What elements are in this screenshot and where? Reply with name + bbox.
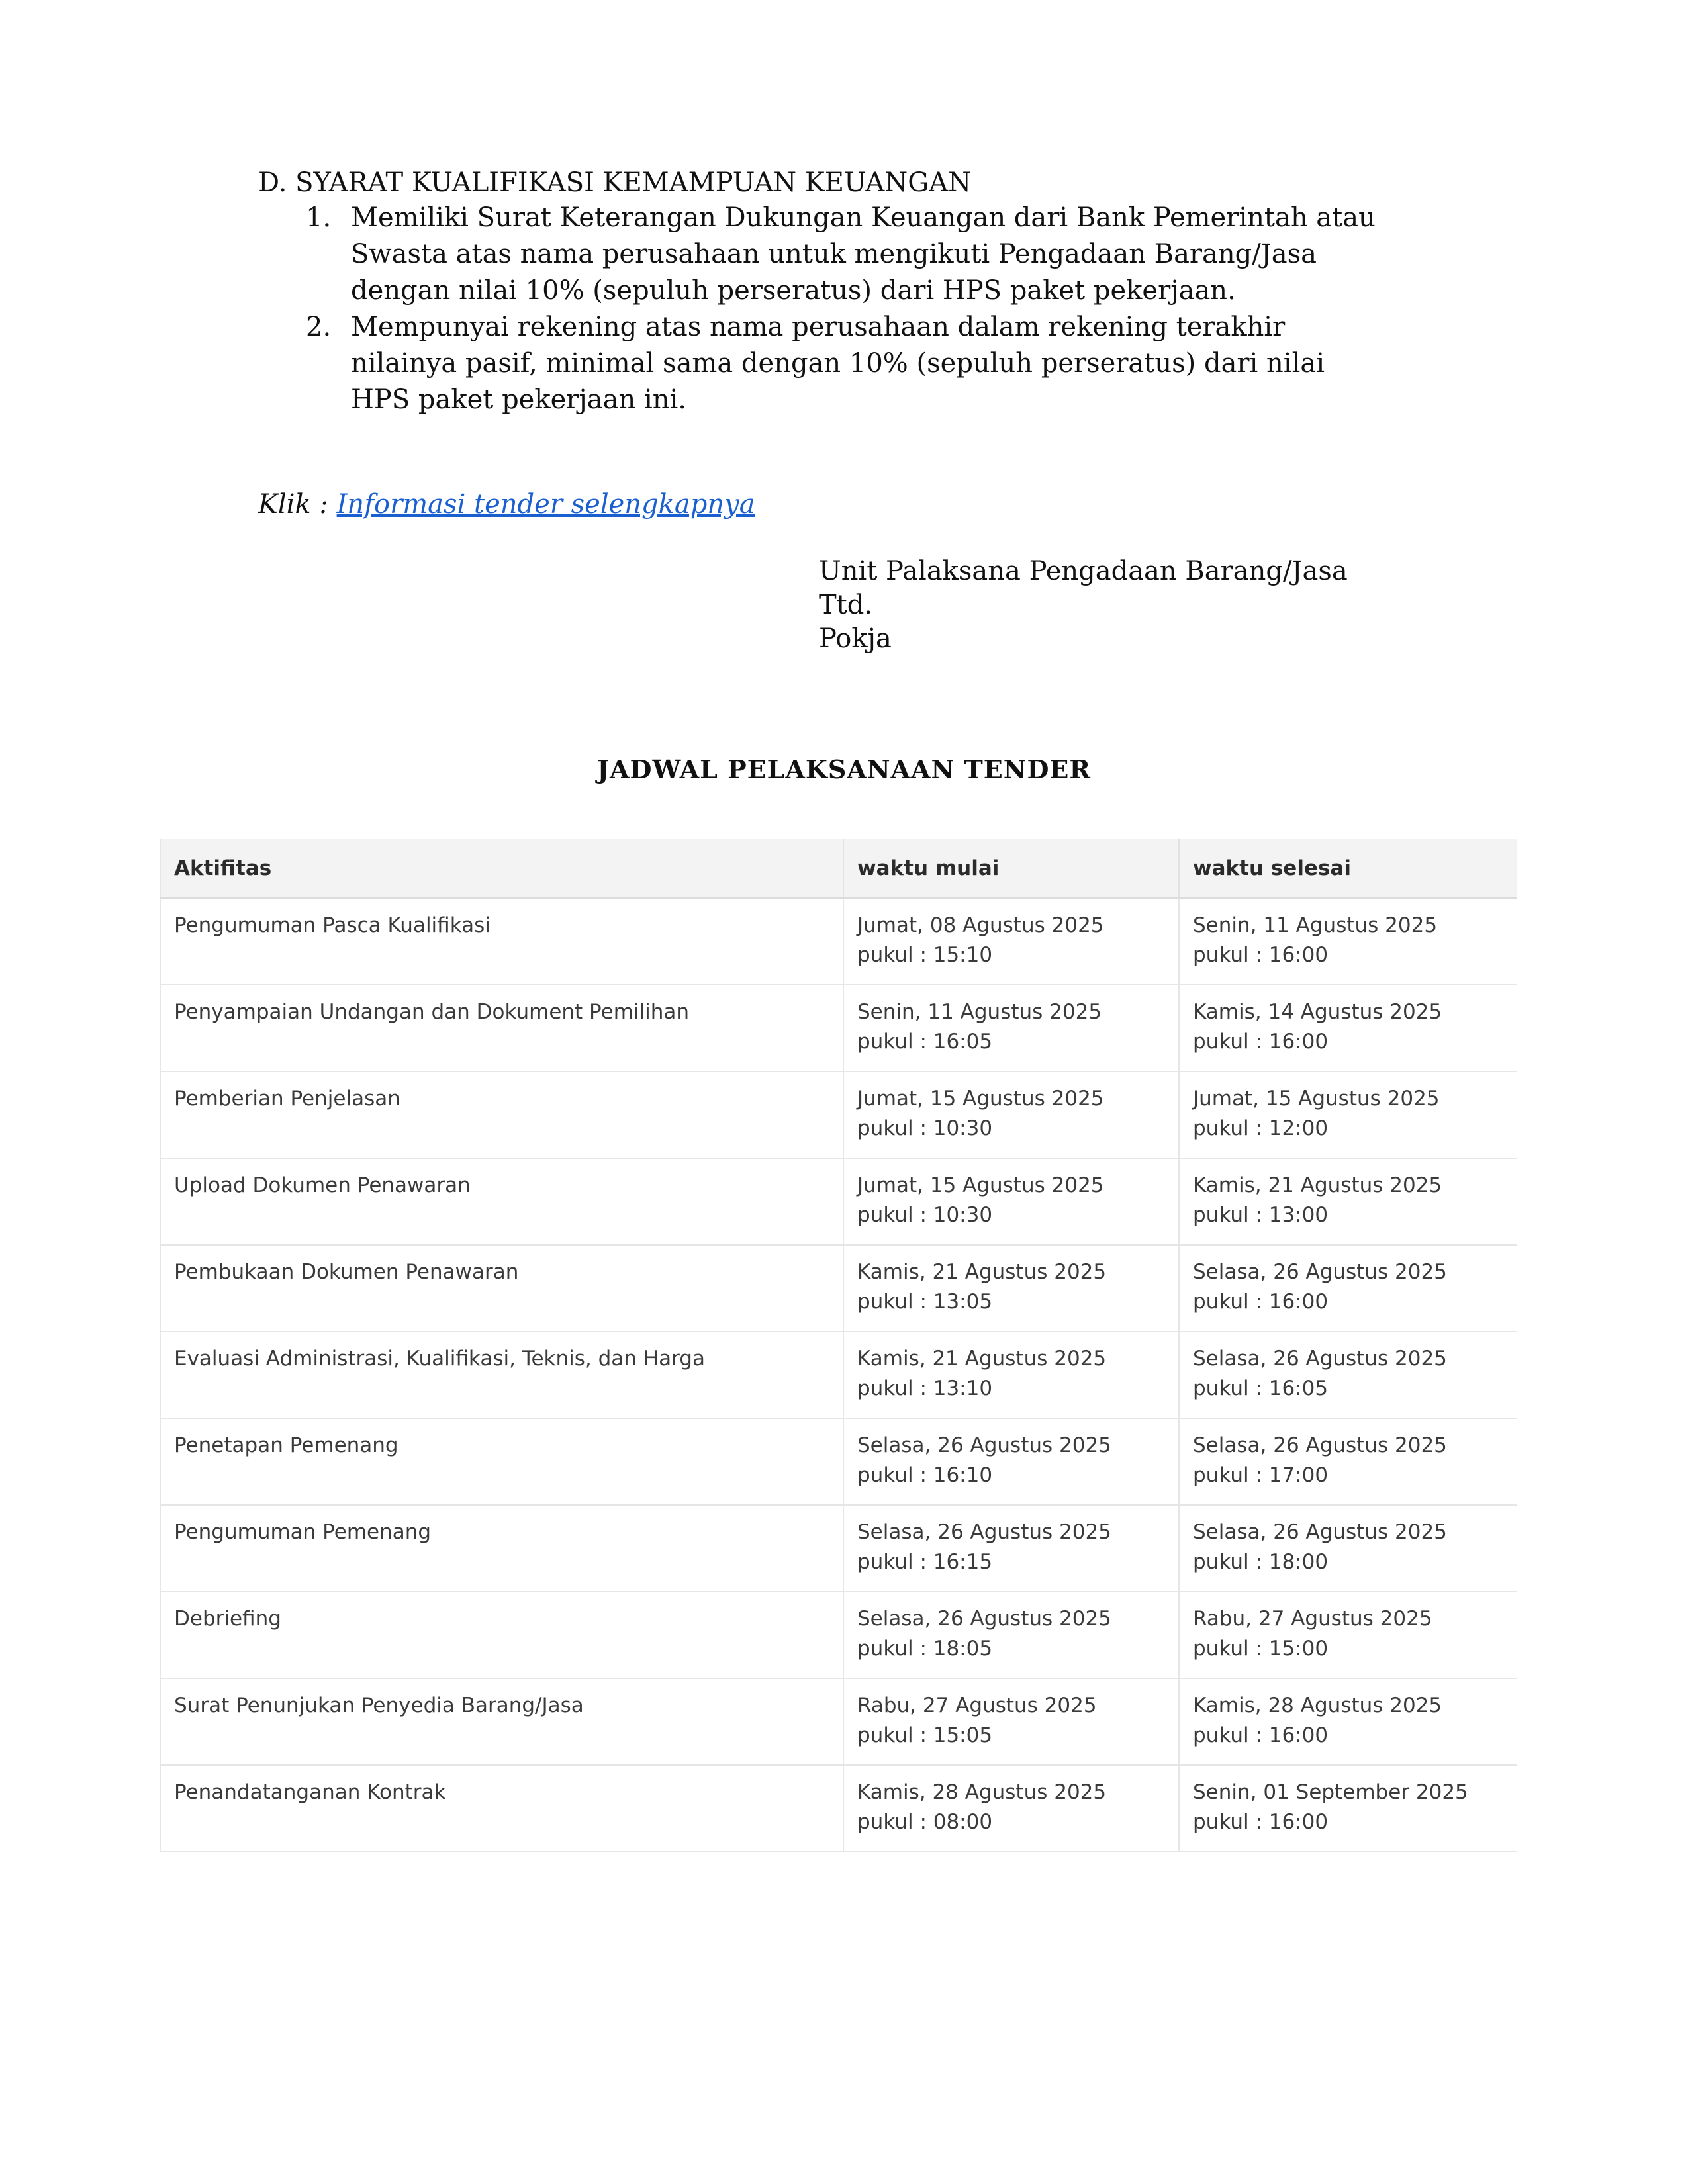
end-time: pukul : 16:00 [1193,1290,1329,1314]
table-row [160,1071,1517,1158]
start-date: Kamis, 21 Agustus 2025 [857,1347,1107,1371]
schedule-table [160,839,1517,1852]
activity-cell [160,1158,843,1245]
signature-block [819,555,1348,656]
table-row [160,898,1517,985]
start-date: Jumat, 08 Agustus 2025 [857,913,1104,937]
activity-cell [160,1418,843,1505]
activity-cell [160,1678,843,1765]
column-header-end: waktu selesai [1179,839,1517,898]
table-row [160,1765,1517,1852]
table-row [160,1592,1517,1678]
end-date: Rabu, 27 Agustus 2025 [1193,1607,1432,1631]
start-time: pukul : 13:10 [857,1377,993,1400]
end-date: Selasa, 26 Agustus 2025 [1193,1260,1447,1284]
end-time: pukul : 16:05 [1193,1377,1329,1400]
activity-name: Upload Dokumen Penawaran [174,1173,471,1197]
start-cell [843,1678,1179,1765]
signature-ttd: Ttd. [819,590,873,620]
start-time: pukul : 16:05 [857,1030,993,1054]
column-header-start: waktu mulai [843,839,1179,898]
activity-name: Penyampaian Undangan dan Dokument Pemilihan [174,1000,690,1024]
table-row [160,1505,1517,1592]
table-row [160,1245,1517,1332]
end-time: pukul : 18:00 [1193,1550,1329,1574]
table-row [160,1332,1517,1418]
requirement-line: Swasta atas nama perusahaan untuk mengikuti Pengadaan Barang/Jasa [351,239,1317,269]
table-row [160,1678,1517,1765]
activity-cell [160,1071,843,1158]
end-date: Senin, 11 Agustus 2025 [1193,913,1438,937]
start-cell [843,1592,1179,1678]
start-cell [843,1158,1179,1245]
end-time: pukul : 16:00 [1193,1030,1329,1054]
activity-name: Pembukaan Dokumen Penawaran [174,1260,519,1284]
activity-cell [160,985,843,1071]
end-date: Kamis, 21 Agustus 2025 [1193,1173,1442,1197]
start-time: pukul : 18:05 [857,1637,993,1661]
schedule-table-wrapper [160,839,1517,1852]
schedule-title: JADWAL PELAKSANAAN TENDER [597,754,1091,784]
start-time: pukul : 13:05 [857,1290,993,1314]
start-time: pukul : 16:10 [857,1463,993,1487]
start-date: Rabu, 27 Agustus 2025 [857,1694,1097,1717]
start-date: Selasa, 26 Agustus 2025 [857,1520,1111,1544]
start-cell [843,1505,1179,1592]
end-date: Selasa, 26 Agustus 2025 [1193,1433,1447,1457]
section-heading: D. SYARAT KUALIFIKASI KEMAMPUAN KEUANGAN [258,167,972,198]
end-date: Selasa, 26 Agustus 2025 [1193,1520,1447,1544]
end-time: pukul : 17:00 [1193,1463,1329,1487]
activity-cell [160,1332,843,1418]
start-date: Jumat, 15 Agustus 2025 [857,1173,1104,1197]
tender-info-line [258,486,755,523]
requirement-item [258,200,1470,309]
activity-name: Pengumuman Pasca Kualifikasi [174,913,491,937]
activity-cell [160,1765,843,1852]
start-time: pukul : 16:15 [857,1550,993,1574]
activity-name: Surat Penunjukan Penyedia Barang/Jasa [174,1694,584,1717]
table-header-row [160,839,1517,898]
end-cell [1179,1071,1517,1158]
start-cell [843,898,1179,985]
activity-name: Evaluasi Administrasi, Kualifikasi, Teknis, dan Harga [174,1347,705,1371]
end-cell [1179,985,1517,1071]
end-cell [1179,1332,1517,1418]
requirement-line: nilainya pasif, minimal sama dengan 10% (sepuluh perseratus) dari nilai [351,348,1325,379]
start-time: pukul : 15:05 [857,1723,993,1747]
start-date: Selasa, 26 Agustus 2025 [857,1607,1111,1631]
end-cell [1179,1158,1517,1245]
activity-name: Pengumuman Pemenang [174,1520,432,1544]
end-time: pukul : 16:00 [1193,1810,1329,1834]
end-time: pukul : 16:00 [1193,1723,1329,1747]
start-date: Selasa, 26 Agustus 2025 [857,1433,1111,1457]
end-cell [1179,1678,1517,1765]
end-cell [1179,1505,1517,1592]
end-time: pukul : 15:00 [1193,1637,1329,1661]
start-time: pukul : 10:30 [857,1203,993,1227]
requirements-list [258,200,1470,418]
activity-cell [160,1505,843,1592]
requirement-line: HPS paket pekerjaan ini. [351,385,687,415]
end-date: Kamis, 14 Agustus 2025 [1193,1000,1442,1024]
requirement-number: 2. [306,312,332,342]
activity-cell [160,1592,843,1678]
end-cell [1179,1245,1517,1332]
start-date: Senin, 11 Agustus 2025 [857,1000,1102,1024]
column-header-activity: Aktifitas [160,839,843,898]
activity-cell [160,1245,843,1332]
signature-pokja: Pokja [819,623,892,654]
end-date: Senin, 01 September 2025 [1193,1780,1468,1804]
end-cell [1179,1418,1517,1505]
start-date: Kamis, 28 Agustus 2025 [857,1780,1107,1804]
activity-name: Pemberian Penjelasan [174,1087,400,1111]
requirement-item [258,309,1470,418]
start-time: pukul : 15:10 [857,943,993,967]
activity-name: Penandatanganan Kontrak [174,1780,446,1804]
requirement-line: Mempunyai rekening atas nama perusahaan dalam rekening terakhir [351,312,1286,342]
end-cell [1179,1592,1517,1678]
start-cell [843,1765,1179,1852]
start-cell [843,1245,1179,1332]
end-time: pukul : 13:00 [1193,1203,1329,1227]
start-time: pukul : 08:00 [857,1810,993,1834]
start-cell [843,1418,1179,1505]
requirement-number: 1. [306,203,332,233]
signature-unit: Unit Palaksana Pengadaan Barang/Jasa [819,556,1348,586]
end-time: pukul : 16:00 [1193,943,1329,967]
activity-cell [160,898,843,985]
table-row [160,1418,1517,1505]
start-cell [843,1071,1179,1158]
end-date: Kamis, 28 Agustus 2025 [1193,1694,1442,1717]
start-time: pukul : 10:30 [857,1116,993,1140]
tender-info-link[interactable]: Informasi tender selengkapnya [336,489,755,520]
end-time: pukul : 12:00 [1193,1116,1329,1140]
end-date: Selasa, 26 Agustus 2025 [1193,1347,1447,1371]
end-date: Jumat, 15 Agustus 2025 [1193,1087,1440,1111]
table-body [160,898,1517,1852]
requirement-line: Memiliki Surat Keterangan Dukungan Keuangan dari Bank Pemerintah atau [351,203,1376,233]
requirement-line: dengan nilai 10% (sepuluh perseratus) dari HPS paket pekerjaan. [351,275,1236,306]
activity-name: Penetapan Pemenang [174,1433,399,1457]
start-date: Kamis, 21 Agustus 2025 [857,1260,1107,1284]
table-row [160,985,1517,1071]
table-row [160,1158,1517,1245]
end-cell [1179,1765,1517,1852]
start-date: Jumat, 15 Agustus 2025 [857,1087,1104,1111]
start-cell [843,985,1179,1071]
end-cell [1179,898,1517,985]
klik-label: Klik : [258,489,337,520]
activity-name: Debriefing [174,1607,281,1631]
start-cell [843,1332,1179,1418]
